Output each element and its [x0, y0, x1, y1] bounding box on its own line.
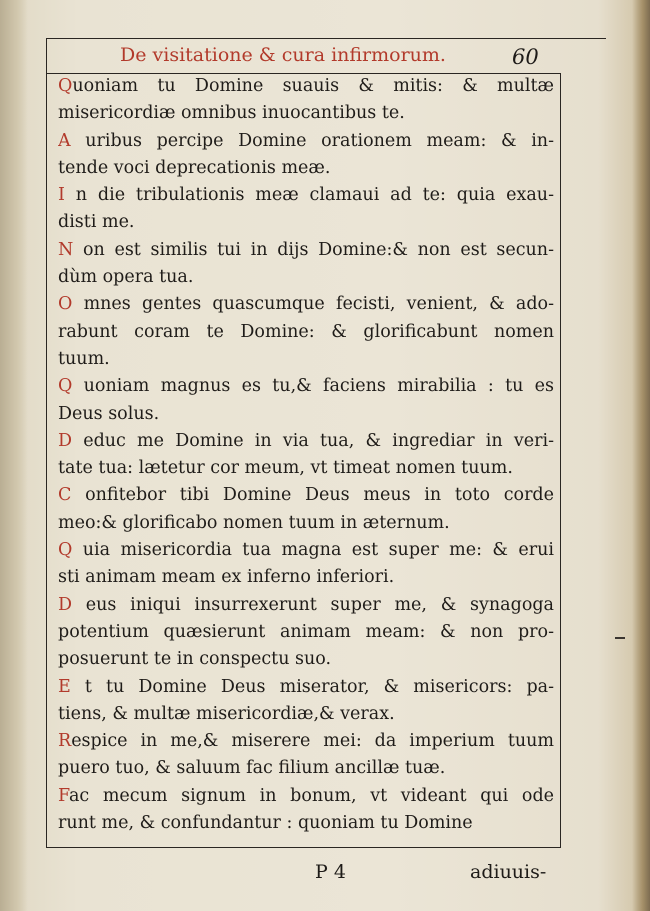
signature-mark: P 4 — [315, 861, 346, 883]
text-line — [58, 701, 554, 728]
text-line — [58, 209, 554, 236]
line-text: espice in me,& miserere mei: da imperium tuum — [71, 731, 554, 752]
catchword: adiuuis- — [470, 861, 547, 883]
line-text: puero tuo, & saluum fac filium ancillæ tuæ. — [58, 758, 446, 779]
text-line — [58, 455, 554, 482]
text-line — [58, 373, 554, 400]
page-edge-shadow — [632, 0, 650, 911]
line-text: n die tribulationis meæ clamaui ad te: quia exau- — [64, 185, 554, 206]
line-text: misericordiæ omnibus inuocantibus te. — [58, 103, 405, 124]
running-head: De visitatione & cura infirmorum. — [120, 44, 446, 66]
line-text: tende voci deprecationis meæ. — [58, 157, 331, 178]
frame-rule-right — [560, 73, 561, 848]
line-text: uoniam magnus es tu,& faciens mirabilia : tu es — [72, 376, 554, 397]
line-text: ac mecum signum in bonum, vt videant qui ode — [68, 785, 554, 806]
line-text: uribus percipe Domine orationem meam: & in- — [70, 130, 554, 151]
line-text: dùm opera tua. — [58, 267, 194, 288]
text-line — [58, 783, 554, 810]
text-line — [58, 619, 554, 646]
line-text: potentium quæsierunt animam meam: & non pro- — [58, 621, 554, 642]
line-text: mnes gentes quascumque fecisti, venient, & ado- — [72, 294, 554, 315]
text-line — [58, 182, 554, 209]
line-text: posuerunt te in conspectu suo. — [58, 649, 332, 670]
initial-capital: Q — [58, 376, 73, 397]
line-text: on est similis tui in dijs Domine:& non est secun- — [73, 239, 554, 260]
frame-rule-bottom — [46, 847, 561, 848]
initial-capital: E — [58, 676, 71, 697]
text-line — [58, 100, 554, 127]
line-text: tate tua: lætetur cor meum, vt timeat nomen tuum. — [58, 458, 513, 479]
initial-capital: Q — [58, 76, 73, 96]
text-line — [58, 319, 554, 346]
initial-capital: F — [58, 785, 69, 806]
text-line — [58, 73, 554, 100]
initial-capital: D — [58, 430, 73, 451]
text-line — [58, 537, 554, 564]
text-line — [58, 564, 554, 591]
text-line — [58, 264, 554, 291]
initial-capital: I — [58, 185, 65, 206]
line-text: sti animam meam ex inferno inferiori. — [58, 567, 395, 588]
line-text: t tu Domine Deus miserator, & misericors: pa- — [70, 676, 554, 697]
line-text: disti me. — [58, 212, 135, 233]
initial-capital: Q — [58, 540, 73, 561]
line-text: tiens, & multæ misericordiæ,& verax. — [58, 703, 395, 724]
text-line — [58, 674, 554, 701]
text-line — [58, 237, 554, 264]
line-text: meo:& glorificabo nomen tuum in æternum. — [58, 512, 450, 533]
text-line — [58, 155, 554, 182]
frame-rule-left — [46, 38, 47, 848]
text-line — [58, 592, 554, 619]
initial-capital: A — [58, 130, 71, 151]
text-line — [58, 291, 554, 318]
line-text: tuum. — [58, 348, 110, 369]
line-text: rabunt coram te Domine: & glorificabunt nomen — [58, 321, 554, 342]
line-text: Deus solus. — [58, 403, 160, 424]
text-line — [58, 401, 554, 428]
line-text: uia misericordia tua magna est super me: & erui — [72, 540, 554, 561]
line-text: onfitebor tibi Domine Deus meus in toto corde — [71, 485, 554, 506]
page-gutter — [0, 0, 28, 911]
initial-capital: D — [58, 594, 73, 615]
text-line — [58, 346, 554, 373]
text-line — [58, 510, 554, 537]
initial-capital: C — [58, 485, 72, 506]
line-text: runt me, & confundantur : quoniam tu Domine — [58, 813, 473, 834]
text-line — [58, 810, 554, 837]
text-line — [58, 482, 554, 509]
margin-mark — [615, 637, 625, 639]
initial-capital: O — [58, 294, 73, 315]
text-line — [58, 128, 554, 155]
initial-capital: N — [58, 239, 74, 260]
frame-rule-top — [46, 38, 606, 39]
line-text: eus iniqui insurrexerunt super me, & synagoga — [72, 594, 554, 615]
text-line — [58, 728, 554, 755]
initial-capital: R — [58, 731, 72, 752]
text-line — [58, 646, 554, 673]
psalm-text — [58, 73, 554, 837]
line-text: uoniam tu Domine suauis & mitis: & multæ — [72, 76, 554, 96]
text-line — [58, 755, 554, 782]
page-number: 60 — [512, 45, 539, 69]
line-text: educ me Domine in via tua, & ingrediar in veri- — [72, 430, 554, 451]
text-line — [58, 428, 554, 455]
